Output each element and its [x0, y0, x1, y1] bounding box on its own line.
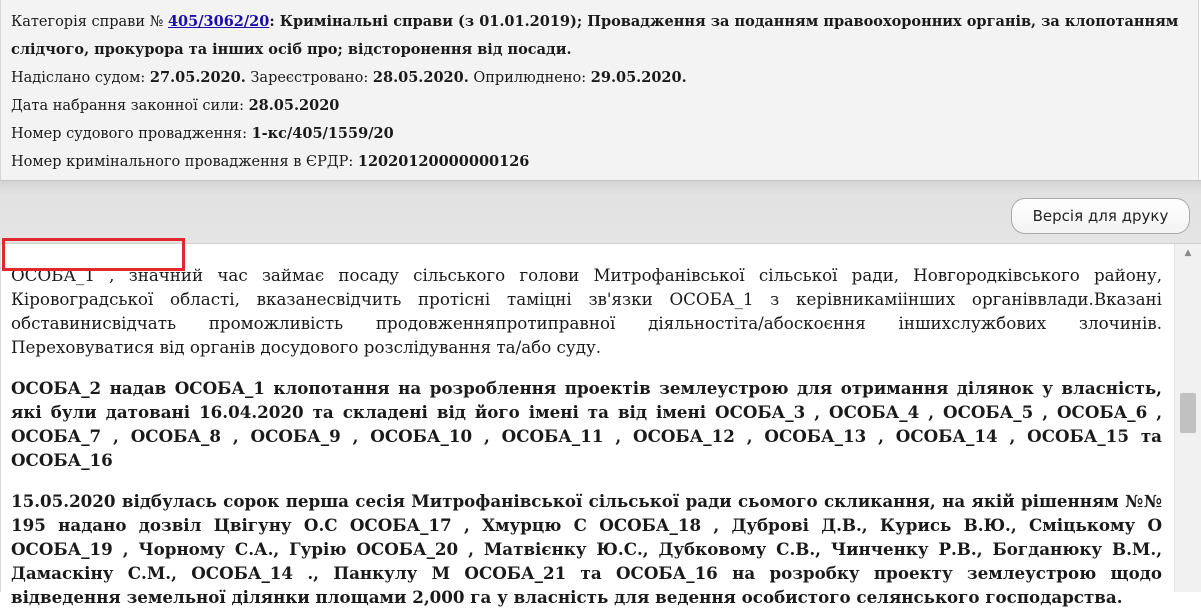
- effective-label: Дата набрання законної сили:: [11, 98, 244, 114]
- criminal-proceeding-value: 12020120000000126: [357, 153, 530, 170]
- case-number-link[interactable]: 405/3062/20: [167, 13, 270, 30]
- case-info-panel: [0, 0, 1199, 180]
- effective-date-row: [11, 92, 1188, 120]
- print-version-button[interactable]: Версія для друку: [1011, 198, 1190, 234]
- criminal-proceeding-row: [11, 148, 1188, 176]
- vertical-scrollbar[interactable]: [1174, 244, 1201, 592]
- court-proceeding-value: 1-кс/405/1559/20: [251, 125, 394, 142]
- category-label: Категорія справи №: [11, 14, 164, 30]
- sent-label: Надіслано судом:: [11, 70, 146, 86]
- criminal-proceeding-label: Номер кримінального провадження в ЄРДР:: [11, 154, 354, 170]
- triangle-up-icon[interactable]: ▲: [1184, 248, 1192, 258]
- sent-value: 27.05.2020.: [149, 69, 246, 86]
- document-text: [0, 244, 1174, 607]
- case-category-row: [11, 8, 1188, 64]
- category-value: : Кримінальні справи (з 01.01.2019); Провадження за поданням правоохоронних органів, за клопотанням слідчого, прокурора та інших осіб про; відсторонення від посади.: [11, 13, 1179, 58]
- document-paragraph: ОСОБА_1 , значний час займає посаду сільського голови Митрофанівської сільської ради, Новгородківського району, Кіровоградської області, вказанесвідчить протісні таміцні зв'язки ОСОБА_1 з керівникаміінших органіввлади.Вказані обставинисвідчать проможливість продовженняпротиправної діяльностіта/абоскоєння іншихслужбових злочинів. Переховуватися від органів досудового розслідування та/або суду.: [11, 265, 1162, 357]
- court-proceeding-label: Номер судового провадження:: [11, 126, 247, 142]
- scrollbar-thumb[interactable]: [1180, 393, 1196, 433]
- published-value: 29.05.2020.: [590, 69, 687, 86]
- registered-value: 28.05.2020.: [372, 69, 469, 86]
- toolbar: [0, 180, 1201, 244]
- registered-label: Зареєстровано:: [250, 70, 369, 86]
- dates-row: [11, 64, 1188, 92]
- document-paragraph: ОСОБА_2 надав ОСОБА_1 клопотання на розроблення проектів землеустрою для отримання ділянок у власність, які були датовані 16.04.2020 та складені від його імені та від імені ОСОБА_3 , ОСОБА_4 , ОСОБА_5 , ОСОБА_6 , ОСОБА_7 , ОСОБА_8 , ОСОБА_9 , ОСОБА_10 , ОСОБА_11 , ОСОБА_12 , ОСОБА_13 , ОСОБА_14 , ОСОБА_15 та ОСОБА_16: [11, 378, 1162, 470]
- court-proceeding-row: [11, 120, 1188, 148]
- document-paragraph: 15.05.2020 відбулась сорок перша сесія Митрофанівської сільської ради сьомого скликання, на якій рішенням №№ 195 надано дозвіл Цвігуну О.С ОСОБА_17 , Хмурцю С ОСОБА_18 , Дуброві Д.В., Курись В.Ю., Сміцькому О ОСОБА_19 , Чорному С.А., Гурію ОСОБА_20 , Матвієнку Ю.С., Дубковому С.В., Чинченку Р.В., Богданюку В.М., Дамаскіну С.М., ОСОБА_14 ., Панкулу М ОСОБА_21 та ОСОБА_16 на розробку проекту землеустрою щодо відведення земельної ділянки площами 2,000 га у власність для ведення особистого селянського господарства.: [11, 491, 1162, 607]
- published-label: Оприлюднено:: [473, 70, 587, 86]
- effective-value: 28.05.2020: [248, 97, 340, 114]
